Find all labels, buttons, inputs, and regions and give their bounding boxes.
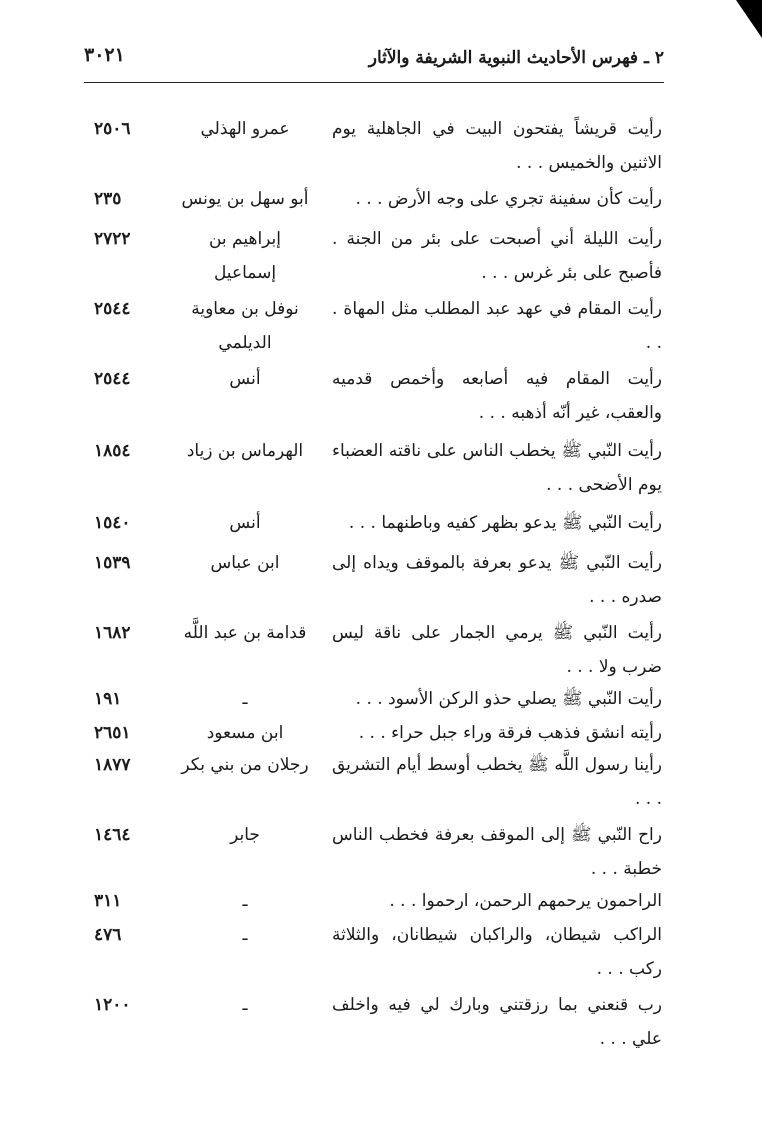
narrator: جابر: [230, 825, 260, 845]
narrator: ابن مسعود: [206, 723, 284, 743]
hadith-text: رأيت كأن سفينة تجري على وجه الأرض . . .: [355, 189, 662, 209]
narrator: نوفل بن معاوية الديلمي: [191, 299, 299, 353]
narrator: ـ: [242, 995, 248, 1015]
narrator: ـ: [242, 925, 248, 945]
hadith-text: رأيت قريشاً يفتحون البيت في الجاهلية يوم الاثنين والخميس . . .: [332, 119, 662, 173]
hadith-text: رأينا رسول اللَّه ﷺ يخطب أوسط أيام التشريق . . .: [332, 755, 662, 809]
hadith-number: ٢٣٥: [94, 189, 122, 209]
hadith-number: ١٤٦٤: [94, 825, 131, 845]
narrator: إبراهيم بن إسماعيل: [208, 229, 282, 283]
hadith-number: ٢٥٤٤: [94, 299, 131, 319]
hadith-number: ١٥٤٠: [94, 513, 131, 533]
hadith-number: ٢٥٠٦: [94, 119, 131, 139]
narrator: ـ: [242, 891, 248, 911]
narrator: أبو سهل بن يونس: [181, 189, 309, 209]
hadith-number: ٣١١: [94, 891, 122, 911]
hadith-number: ١٥٣٩: [94, 553, 131, 573]
hadith-text: رأيت الليلة أني أصبحت على بئر من الجنة . فأصبح على بئر غرس . . .: [332, 229, 662, 283]
hadith-number: ١٨٥٤: [94, 441, 131, 461]
hadith-text: رأيت المقام فيه أصابعه وأخمص قدميه والعقب، غير أنّه أذهبه . . .: [332, 369, 662, 423]
narrator: ابن عباس: [210, 553, 280, 573]
hadith-number: ١٢٠٠: [94, 995, 131, 1015]
hadith-text: رأيت النّبي ﷺ يصلي حذو الركن الأسود . . .: [355, 689, 662, 709]
hadith-number: ٢٧٢٢: [94, 229, 131, 249]
narrator: عمرو الهذلي: [200, 119, 290, 139]
hadith-number: ٢٦٥١: [94, 723, 131, 743]
hadith-number: ٤٧٦: [94, 925, 122, 945]
narrator: قدامة بن عبد اللَّه: [183, 623, 307, 643]
hadith-text: رأيت النّبي ﷺ يدعو بظهر كفيه وباطنهما . . .: [348, 513, 662, 533]
hadith-text: رأيت المقام في عهد عبد المطلب مثل المهاة . . .: [332, 299, 662, 353]
hadith-text: الراحمون يرحمهم الرحمن، ارحموا . . .: [389, 891, 662, 911]
hadith-text: رأيت النّبي ﷺ يرمي الجمار على ناقة ليس ضرب ولا . . .: [332, 623, 662, 677]
narrator: رجلان من بني بكر: [181, 755, 309, 775]
page-header: [84, 42, 664, 83]
hadith-number: ١٩١: [94, 689, 122, 709]
hadith-number: ١٨٧٧: [94, 755, 131, 775]
page-number: ٣٠٢١: [84, 44, 125, 66]
corner-mark: [736, 0, 762, 38]
hadith-text: رب قنعني بما رزقتني وبارك لي فيه واخلف علي . . .: [332, 995, 662, 1049]
narrator: ـ: [242, 689, 248, 709]
hadith-text: رأيته انشق فذهب فرقة وراء جبل حراء . . .: [358, 723, 662, 743]
hadith-text: رأيت النّبي ﷺ يخطب الناس على ناقته العضباء يوم الأضحى . . .: [332, 441, 662, 495]
hadith-number: ١٦٨٢: [94, 623, 131, 643]
hadith-text: راح النّبي ﷺ إلى الموقف بعرفة فخطب الناس خطبة . . .: [332, 825, 662, 879]
narrator: أنس: [229, 513, 261, 533]
narrator: الهرماس بن زياد: [186, 441, 304, 461]
running-title: ٢ ـ فهرس الأحاديث النبوية الشريفة والآثار: [368, 48, 664, 68]
hadith-number: ٢٥٤٤: [94, 369, 131, 389]
narrator: أنس: [229, 369, 261, 389]
hadith-text: رأيت النّبي ﷺ يدعو بعرفة بالموقف ويداه إلى صدره . . .: [332, 553, 662, 607]
hadith-text: الراكب شيطان، والراكبان شيطانان، والثلاثة ركب . . .: [332, 925, 662, 979]
